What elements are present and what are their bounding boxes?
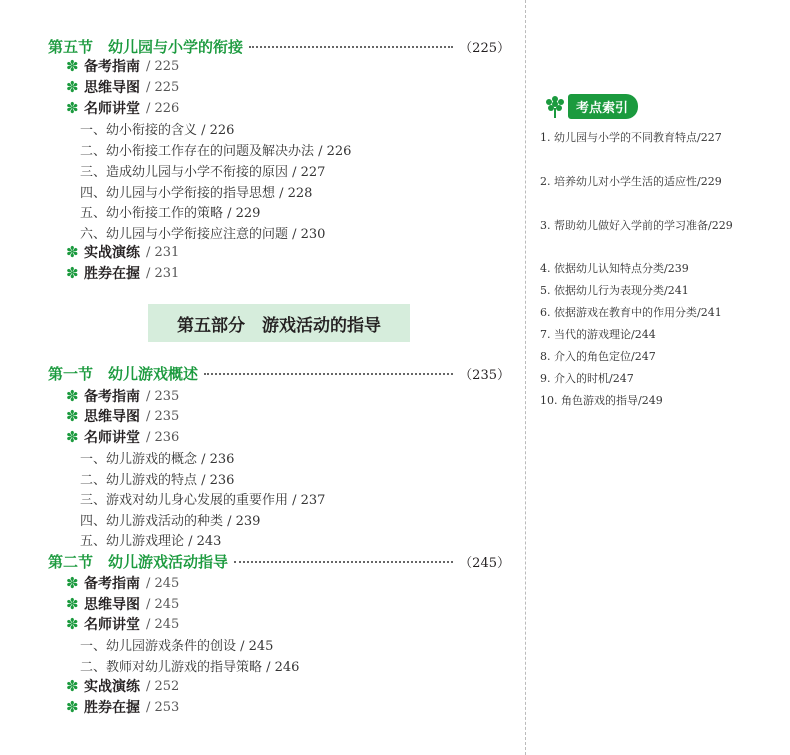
index-badge: [540, 91, 638, 121]
toc-section-1[interactable]: [48, 363, 510, 384]
toc-subitem[interactable]: 一、幼儿游戏的概念 / 236: [80, 452, 235, 467]
toc-subitem[interactable]: 三、游戏对幼儿身心发展的重要作用 / 237: [80, 493, 326, 508]
toc-item[interactable]: [66, 614, 591, 634]
flower-icon: ✽: [66, 243, 79, 261]
item-label: 名师讲堂: [84, 430, 140, 446]
toc-item[interactable]: [66, 594, 591, 614]
item-page: / 252: [146, 678, 180, 694]
item-label: 名师讲堂: [84, 101, 140, 117]
toc-subitem[interactable]: 二、教师对幼儿游戏的指导策略 / 246: [80, 660, 300, 675]
item-label: 思维导图: [84, 80, 140, 96]
item-label: 实战演练: [84, 245, 140, 261]
item-page: / 225: [146, 58, 180, 74]
flower-icon: ✽: [66, 387, 79, 405]
index-item[interactable]: 10. 角色游戏的指导/249: [540, 394, 663, 407]
flower-icon: ✽: [66, 677, 79, 695]
item-label: 备考指南: [84, 576, 140, 592]
flower-icon: ✽: [66, 78, 79, 96]
toc-item[interactable]: [66, 242, 591, 262]
toc-item[interactable]: [66, 386, 591, 406]
toc-subitem[interactable]: 一、幼小衔接的含义 / 226: [80, 123, 235, 138]
leader-dots: [234, 561, 453, 563]
flower-icon: ✽: [66, 407, 79, 425]
section-page: （225）: [459, 41, 510, 56]
toc-subitem[interactable]: 二、幼儿游戏的特点 / 236: [80, 473, 235, 488]
item-page: / 231: [146, 265, 180, 281]
index-item[interactable]: 1. 幼儿园与小学的不同教育特点/227: [540, 131, 722, 144]
item-page: / 245: [146, 596, 180, 612]
flower-icon: ✽: [66, 264, 79, 282]
toc-subitem[interactable]: 四、幼儿园与小学衔接的指导思想 / 228: [80, 186, 313, 201]
item-label: 胜券在握: [84, 700, 140, 716]
item-page: / 231: [146, 244, 180, 260]
plant-icon: [540, 91, 570, 121]
section-title: 第五节 幼儿园与小学的衔接: [48, 38, 244, 56]
index-item[interactable]: 4. 依据幼儿认知特点分类/239: [540, 262, 689, 275]
toc-item[interactable]: [66, 56, 591, 76]
index-item[interactable]: 8. 介入的角色定位/247: [540, 350, 656, 363]
index-item[interactable]: 3. 帮助幼儿做好入学前的学习准备/229: [540, 219, 733, 232]
toc-item[interactable]: [66, 263, 591, 283]
section-page: （245）: [459, 556, 510, 571]
item-page: / 245: [146, 616, 180, 632]
toc-section-5[interactable]: [48, 36, 510, 57]
toc-item[interactable]: [66, 406, 591, 426]
flower-icon: ✽: [66, 99, 79, 117]
toc-section-2[interactable]: [48, 551, 510, 572]
leader-dots: [204, 373, 453, 375]
toc-item[interactable]: [66, 573, 591, 593]
toc-item[interactable]: [66, 98, 591, 118]
section-title: 第二节 幼儿游戏活动指导: [48, 553, 229, 571]
item-page: / 235: [146, 388, 180, 404]
flower-icon: ✽: [66, 615, 79, 633]
flower-icon: ✽: [66, 574, 79, 592]
item-label: 备考指南: [84, 389, 140, 405]
item-label: 名师讲堂: [84, 617, 140, 633]
item-label: 思维导图: [84, 409, 140, 425]
toc-subitem[interactable]: 四、幼儿游戏活动的种类 / 239: [80, 514, 261, 529]
toc-subitem[interactable]: 三、造成幼儿园与小学不衔接的原因 / 227: [80, 165, 326, 180]
index-item[interactable]: 6. 依据游戏在教育中的作用分类/241: [540, 306, 722, 319]
toc-subitem[interactable]: 二、幼小衔接工作存在的问题及解决办法 / 226: [80, 144, 352, 159]
item-label: 胜券在握: [84, 266, 140, 282]
index-item[interactable]: 2. 培养幼儿对小学生活的适应性/229: [540, 175, 722, 188]
item-page: / 226: [146, 100, 180, 116]
index-title: 考点索引: [568, 94, 638, 119]
item-page: / 225: [146, 79, 180, 95]
toc-item[interactable]: [66, 427, 591, 447]
flower-icon: ✽: [66, 428, 79, 446]
item-page: / 235: [146, 408, 180, 424]
toc-item[interactable]: [66, 676, 591, 696]
index-item[interactable]: 9. 介入的时机/247: [540, 372, 634, 385]
index-item[interactable]: 5. 依据幼儿行为表现分类/241: [540, 284, 689, 297]
part-heading: 第五部分 游戏活动的指导: [148, 304, 410, 342]
flower-icon: ✽: [66, 57, 79, 75]
toc-item[interactable]: [66, 77, 591, 97]
toc-subitem[interactable]: 一、幼儿园游戏条件的创设 / 245: [80, 639, 274, 654]
flower-icon: ✽: [66, 698, 79, 716]
item-label: 备考指南: [84, 59, 140, 75]
toc-subitem[interactable]: 六、幼儿园与小学衔接应注意的问题 / 230: [80, 227, 326, 242]
toc-subitem[interactable]: 五、幼小衔接工作的策略 / 229: [80, 206, 261, 221]
index-item[interactable]: 7. 当代的游戏理论/244: [540, 328, 656, 341]
section-title: 第一节 幼儿游戏概述: [48, 365, 199, 383]
item-label: 思维导图: [84, 597, 140, 613]
toc-subitem[interactable]: 五、幼儿游戏理论 / 243: [80, 534, 222, 549]
item-page: / 253: [146, 699, 180, 715]
flower-icon: ✽: [66, 595, 79, 613]
section-page: （235）: [459, 368, 510, 383]
item-page: / 245: [146, 575, 180, 591]
item-page: / 236: [146, 429, 180, 445]
toc-item[interactable]: [66, 697, 591, 717]
leader-dots: [249, 46, 453, 48]
item-label: 实战演练: [84, 679, 140, 695]
